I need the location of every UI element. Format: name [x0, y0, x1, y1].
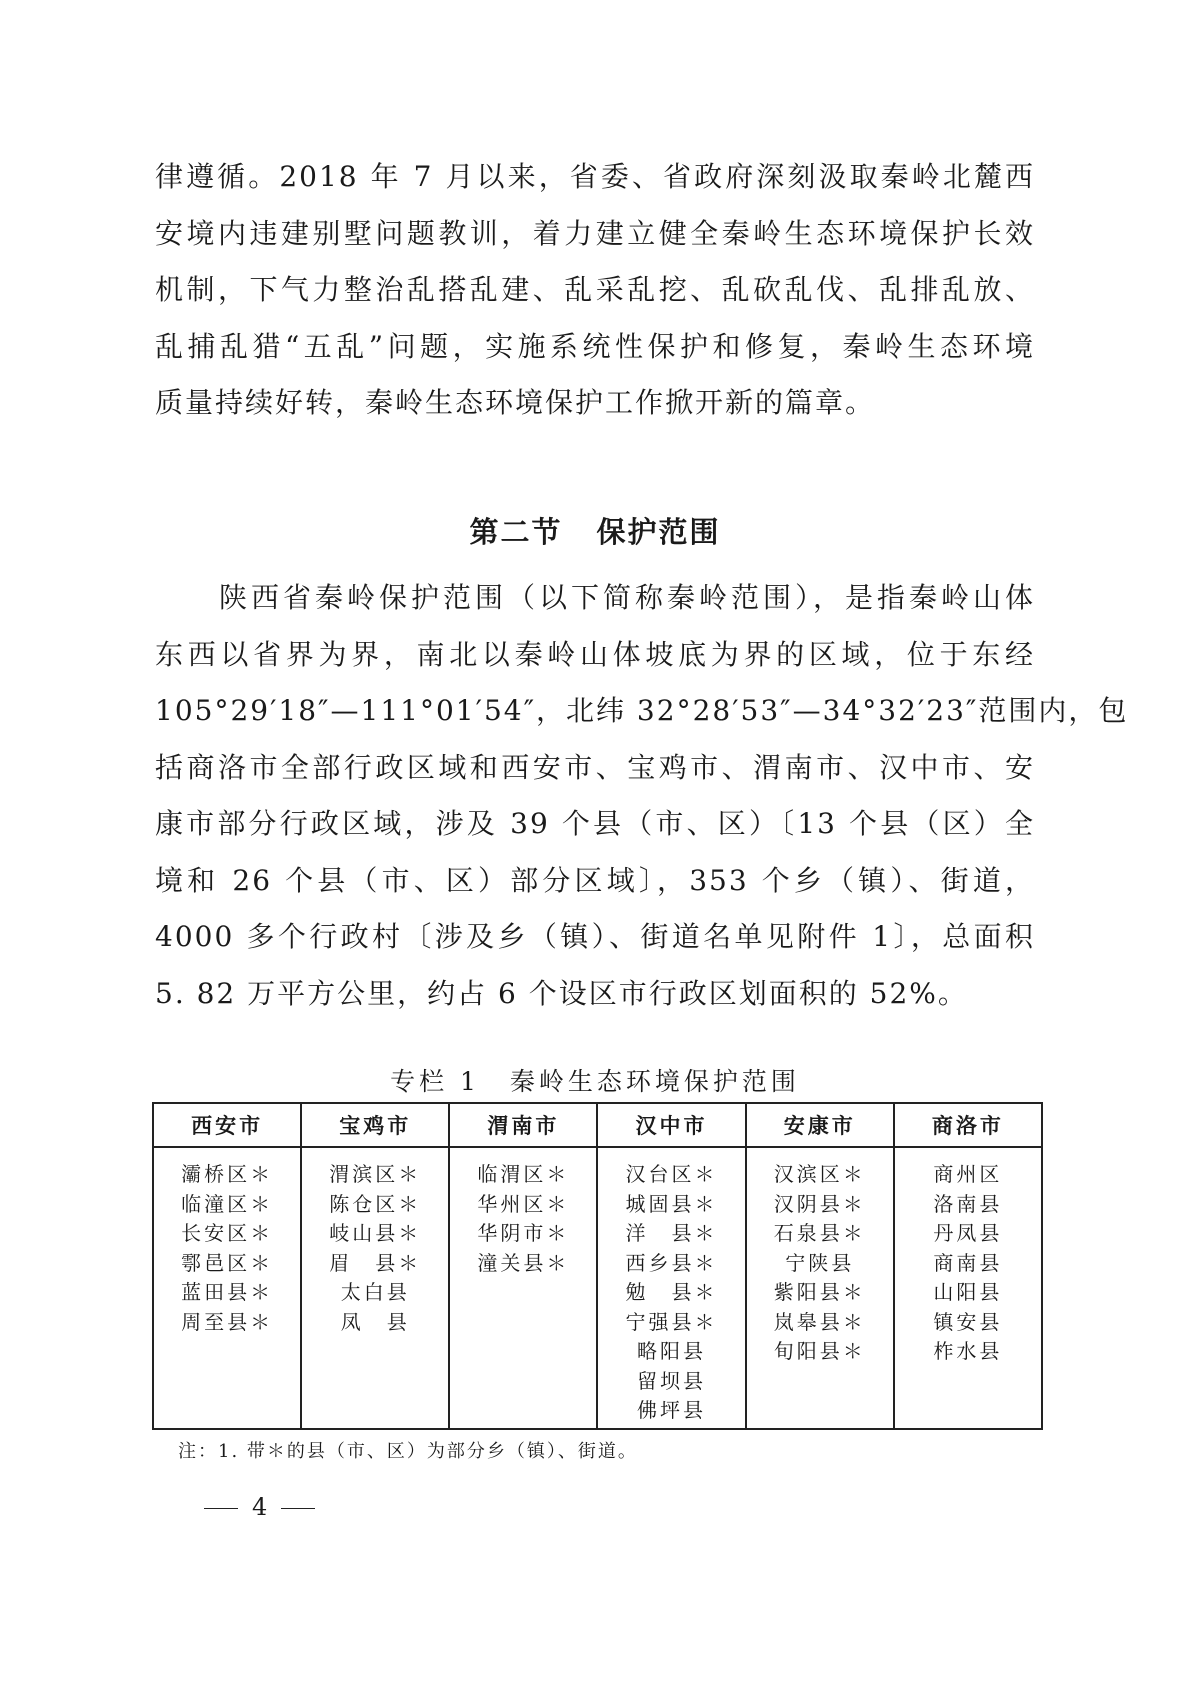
county-name: 商南县 [933, 1250, 1003, 1275]
section-heading [0, 510, 1190, 551]
column-header: 西安市 [153, 1103, 301, 1147]
county-name: 略阳县 [637, 1339, 707, 1363]
county-name: 长安区＊ [181, 1221, 274, 1245]
county-name: 洋 县＊ [625, 1221, 718, 1245]
column-header: 渭南市 [449, 1103, 597, 1147]
county-name: 鄠邑区＊ [181, 1250, 274, 1275]
county-list-baoji [301, 1147, 449, 1429]
paragraph-line: 康市部分行政区域，涉及 39 个县（市、区）〔13 个县（区）全 [155, 807, 1035, 840]
county-name: 眉 县＊ [329, 1250, 422, 1275]
county-name: 留坝县 [637, 1368, 707, 1393]
county-name: 太白县 [340, 1280, 410, 1304]
intro-paragraph [155, 149, 1035, 432]
protection-scope-table [152, 1102, 1043, 1430]
paragraph-line: 安境内违建别墅问题教训，着力建立健全秦岭生态环境保护长效 [155, 216, 1035, 250]
county-list-shangluo [894, 1147, 1042, 1429]
county-name: 陈仓区＊ [329, 1191, 422, 1216]
paragraph-line: 陕西省秦岭保护范围（以下简称秦岭范围），是指秦岭山体 [155, 581, 1035, 614]
section-title: 保护范围 [596, 515, 721, 549]
column-header: 商洛市 [894, 1103, 1042, 1147]
paragraph-line: 境和 26 个县（市、区）部分区域〕，353 个乡（镇）、街道， [155, 863, 1035, 897]
county-name: 洛南县 [933, 1191, 1003, 1216]
county-name: 镇安县 [933, 1309, 1003, 1334]
scope-paragraph [155, 570, 1129, 1022]
table-caption-label: 专栏 1 [390, 1067, 480, 1096]
county-list-hanzhong [597, 1147, 745, 1429]
county-name: 汉滨区＊ [773, 1162, 866, 1186]
county-name: 华州区＊ [477, 1191, 570, 1216]
column-header: 安康市 [746, 1103, 894, 1147]
table-note: 注：1. 带＊的县（市、区）为部分乡（镇）、街道。 [178, 1441, 638, 1462]
county-name: 汉台区＊ [625, 1162, 718, 1186]
paragraph-line: 东西以省界为界，南北以秦岭山体坡底为界的区域，位于东经 [155, 637, 1035, 671]
county-name: 临渭区＊ [477, 1162, 570, 1186]
county-name: 宁强县＊ [625, 1309, 718, 1334]
table-caption-title: 秦岭生态环境保护范围 [509, 1067, 800, 1096]
paragraph-line: 105°29′18″—111°01′54″，北纬 32°28′53″—34°32′23″范围内，包 [155, 694, 1129, 727]
county-list-weinan [449, 1147, 597, 1429]
county-name: 周至县＊ [181, 1309, 274, 1334]
column-header: 汉中市 [597, 1103, 745, 1147]
paragraph-line: 律遵循。2018 年 7 月以来，省委、省政府深刻汲取秦岭北麓西 [155, 160, 1035, 193]
table-header-row [153, 1103, 1042, 1147]
dash-left [204, 1508, 238, 1509]
county-list-xian [153, 1147, 301, 1429]
paragraph-line: 括商洛市全部行政区域和西安市、宝鸡市、渭南市、汉中市、安 [155, 750, 1035, 784]
paragraph-line: 质量持续好转，秦岭生态环境保护工作掀开新的篇章。 [155, 386, 876, 419]
county-name: 佛坪县 [637, 1398, 707, 1422]
county-name: 宁陕县 [785, 1250, 855, 1275]
county-name: 紫阳县＊ [773, 1280, 866, 1304]
county-name: 岚皋县＊ [773, 1309, 866, 1334]
county-name: 山阳县 [933, 1280, 1003, 1304]
county-name: 潼关县＊ [477, 1250, 570, 1275]
paragraph-line: 5. 82 万平方公里，约占 6 个设区市行政区划面积的 52%。 [155, 976, 968, 1010]
table-caption [0, 1062, 1190, 1098]
county-name: 西乡县＊ [625, 1250, 718, 1275]
page-number: 4 [252, 1493, 268, 1521]
county-name: 旬阳县＊ [773, 1339, 866, 1363]
county-name: 凤 县 [340, 1309, 410, 1334]
section-number: 第二节 [469, 515, 563, 549]
county-name: 岐山县＊ [329, 1221, 422, 1245]
county-name: 石泉县＊ [773, 1221, 866, 1245]
county-name: 灞桥区＊ [181, 1162, 274, 1186]
dash-right [281, 1508, 315, 1509]
paragraph-line: 4000 多个行政村〔涉及乡（镇）、街道名单见附件 1〕，总面积 [155, 920, 1035, 953]
paragraph-line: 机制，下气力整治乱搭乱建、乱采乱挖、乱砍乱伐、乱排乱放、 [155, 273, 1035, 306]
county-name: 城固县＊ [625, 1191, 718, 1216]
column-header: 宝鸡市 [301, 1103, 449, 1147]
county-name: 丹凤县 [933, 1221, 1003, 1245]
paragraph-line: 乱捕乱猎“五乱”问题，实施系统性保护和修复，秦岭生态环境 [155, 329, 1035, 363]
county-name: 汉阴县＊ [773, 1191, 866, 1216]
county-name: 华阴市＊ [477, 1221, 570, 1245]
county-name: 渭滨区＊ [329, 1162, 422, 1186]
county-list-ankang [746, 1147, 894, 1429]
table-row [153, 1147, 1042, 1429]
county-name: 商州区 [933, 1162, 1003, 1186]
county-name: 蓝田县＊ [181, 1280, 274, 1304]
county-name: 临潼区＊ [181, 1191, 274, 1216]
page-footer [190, 1493, 329, 1521]
county-name: 勉 县＊ [625, 1280, 718, 1304]
county-name: 柞水县 [933, 1339, 1003, 1363]
